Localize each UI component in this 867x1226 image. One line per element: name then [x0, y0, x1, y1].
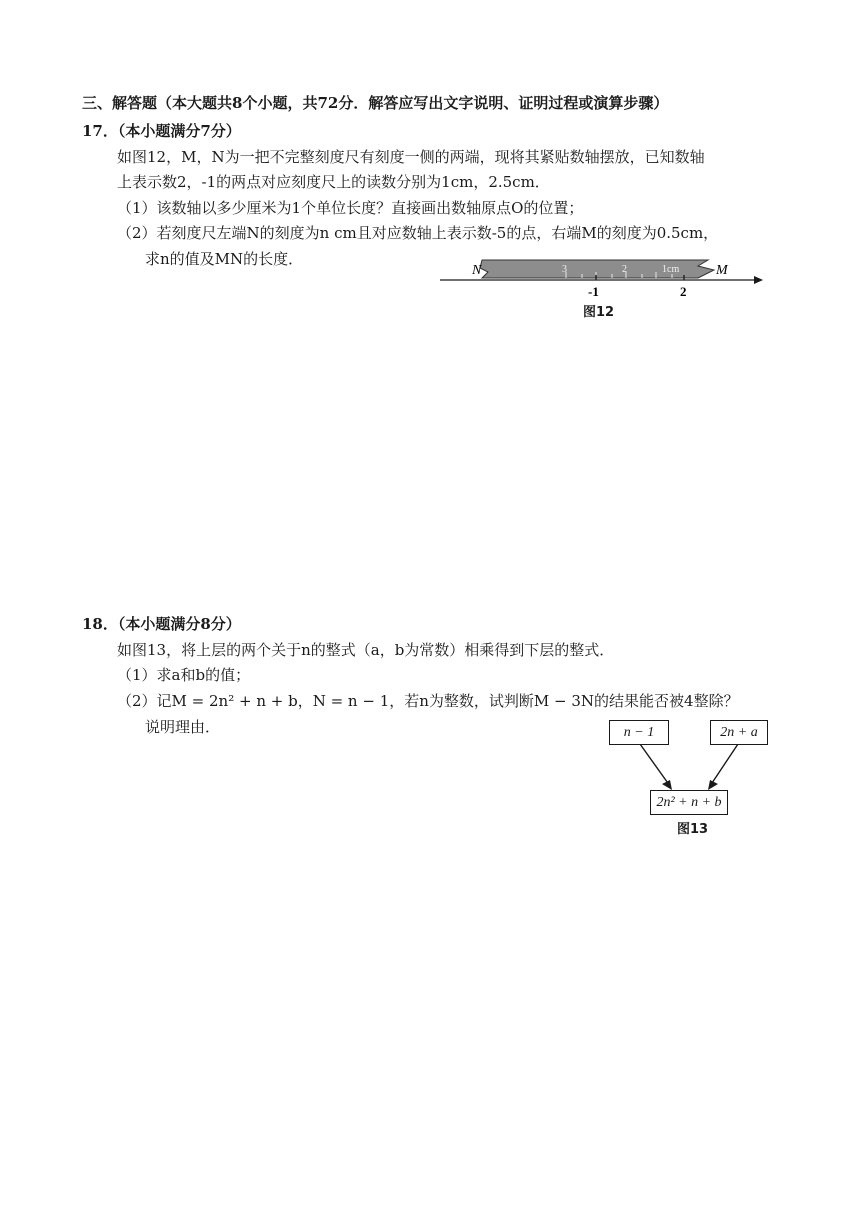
q17-part2-line2: 求n的值及MN的长度．: [145, 250, 304, 268]
q18-stem: 如图13，将上层的两个关于n的整式（a，b为常数）相乘得到下层的整式．: [117, 641, 615, 659]
figure-13-caption: 图13: [677, 822, 709, 837]
box-2n-plus-a: 2n + a: [710, 720, 768, 745]
q17-stem-line2: 上表示数2，-1的两点对应刻度尺上的读数分别为1cm，2.5cm．: [117, 173, 550, 191]
arrow-right: [710, 744, 738, 786]
ruler-mark-2: 2: [622, 264, 627, 275]
number-line-arrow: [754, 276, 763, 284]
q18-header: 18．（本小题满分8分）: [82, 615, 241, 633]
section-heading: 三、解答题（本大题共8个小题，共72分．解答应写出文字说明、证明过程或演算步骤）: [82, 94, 669, 112]
q18-part1: （1）求a和b的值；: [117, 666, 251, 684]
q17-stem-line1: 如图12，M，N为一把不完整刻度尺有刻度一侧的两端，现将其紧贴数轴摆放，已知数轴: [117, 148, 705, 166]
q17-header: 17．（本小题满分7分）: [82, 122, 241, 140]
tick-label-neg1: -1: [588, 284, 599, 299]
q18-part2-line2: 说明理由．: [145, 718, 221, 736]
label-M: M: [716, 263, 728, 278]
box-product: 2n² + n + b: [650, 790, 728, 815]
figure-12-caption: 图12: [583, 305, 615, 320]
label-N: N: [472, 263, 482, 278]
ruler-mark-3: 3: [562, 264, 567, 275]
q17-part2-line1: （2）若刻度尺左端N的刻度为n cm且对应数轴上表示数-5的点，右端M的刻度为0.5cm，: [117, 224, 719, 242]
q17-part1: （1）该数轴以多少厘米为1个单位长度？直接画出数轴原点O的位置；: [117, 199, 584, 217]
box-n-minus-1: n − 1: [609, 720, 669, 745]
q18-part2-line1: （2）记M = 2n² + n + b，N = n − 1，若n为整数，试判断M − 3N的结果能否被4整除？: [117, 692, 739, 710]
tick-label-2: 2: [680, 284, 687, 299]
arrow-left: [640, 744, 670, 786]
ruler-mark-1cm: 1cm: [662, 264, 680, 275]
arrow-right-head: [708, 780, 718, 790]
arrow-left-head: [662, 780, 672, 790]
